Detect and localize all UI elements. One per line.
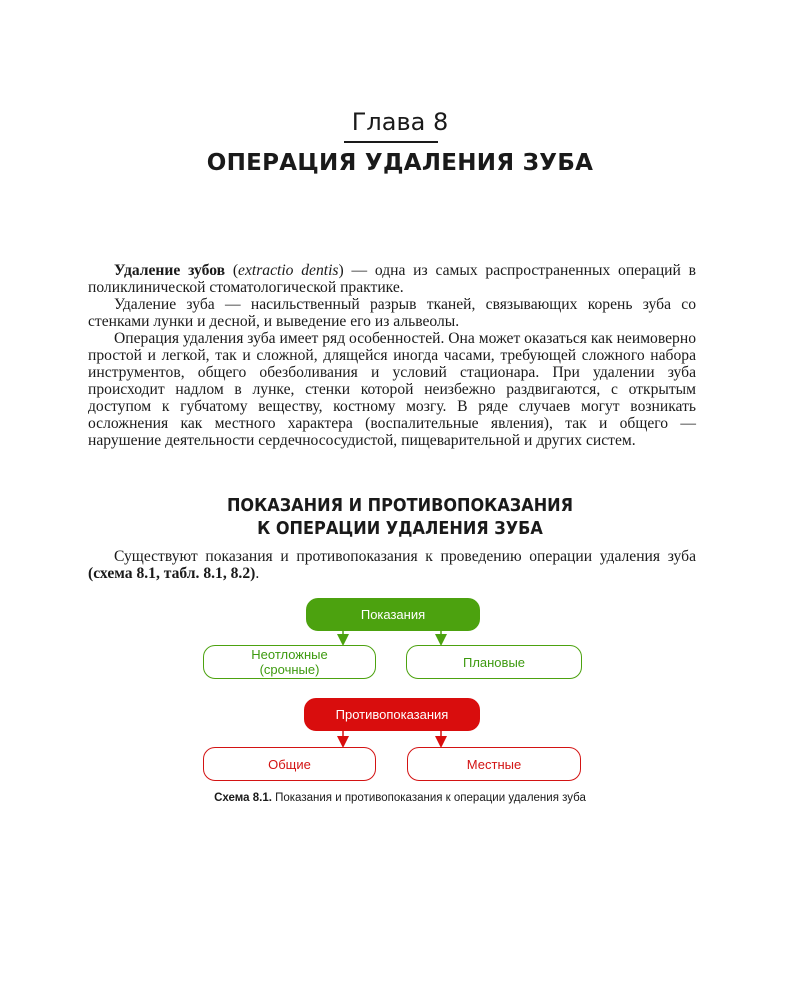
chapter-rule — [344, 141, 438, 143]
paren-open: ( — [225, 262, 239, 279]
scheme-reference: (схема 8.1, табл. 8.1, 8.2) — [88, 565, 256, 582]
intro-paragraph-1 — [88, 262, 696, 296]
planned-box — [406, 645, 582, 679]
urgent-label — [251, 647, 328, 677]
chapter-title: ОПЕРАЦИЯ УДАЛЕНИЯ ЗУБА — [206, 150, 594, 176]
intro-paragraph-1-rest: ) — одна из самых распространенных операций в поликлинической стоматологической практике. — [88, 262, 696, 296]
latin-term: extractio dentis — [238, 262, 339, 279]
planned-label: Плановые — [462, 654, 526, 670]
contraindications-box — [304, 698, 480, 731]
indications-label: Показания — [360, 607, 426, 622]
section-paragraph — [88, 548, 696, 582]
caption-text: Показания и противопоказания к операции удаления зуба — [271, 792, 586, 804]
intro-paragraph-3: Операция удаления зуба имеет ряд особенностей. Она может оказаться как неимоверно простой и легкой, так и сложной, длящейся иногда часами, требующей сложного набора инструментов, общего обезболивания и условий стационара. При удалении зуба происходит надлом в лунке, стенки которой неизбежно раздвигаются, с открытым доступом к губчатому веществу, костному мозгу. В ряде случаев могут возникать осложнения как местного характера (воспалительные явления), так и общего — нарушение деятельности сердечнососудистой, пищеварительной и других систем. — [88, 330, 696, 449]
caption-label: Схема 8.1. — [214, 792, 272, 804]
section-heading-line-1: ПОКАЗАНИЯ И ПРОТИВОПОКАЗАНИЯ — [226, 496, 574, 516]
general-label: Общие — [268, 756, 311, 772]
chapter-label: Глава 8 — [351, 108, 449, 136]
indications-box — [306, 598, 480, 631]
red-connector — [343, 731, 441, 742]
section-paragraph-start: Существуют показания и противопоказания к проведению операции удаления зуба — [114, 548, 696, 565]
section-heading — [32, 495, 768, 541]
urgent-line-1: Неотложные — [251, 647, 328, 662]
figure-caption — [0, 792, 800, 804]
intro-paragraph-2: Удаление зуба — насильственный разрыв тканей, связывающих корень зуба со стенками лунки и десной, и выведение его из альвеолы. — [88, 296, 696, 330]
contraindications-label: Противопоказания — [335, 707, 449, 722]
intro-text — [88, 262, 696, 449]
section-paragraph-end: . — [255, 565, 260, 582]
section-heading-line-2: К ОПЕРАЦИИ УДАЛЕНИЯ ЗУБА — [257, 519, 543, 539]
section-text — [88, 548, 696, 582]
green-connector — [343, 631, 441, 640]
urgent-box — [203, 645, 376, 679]
general-box — [203, 747, 376, 781]
local-label: Местные — [466, 756, 522, 772]
term-bold: Удаление зубов — [114, 262, 226, 279]
local-box — [407, 747, 581, 781]
urgent-line-2: (срочные) — [259, 662, 320, 677]
